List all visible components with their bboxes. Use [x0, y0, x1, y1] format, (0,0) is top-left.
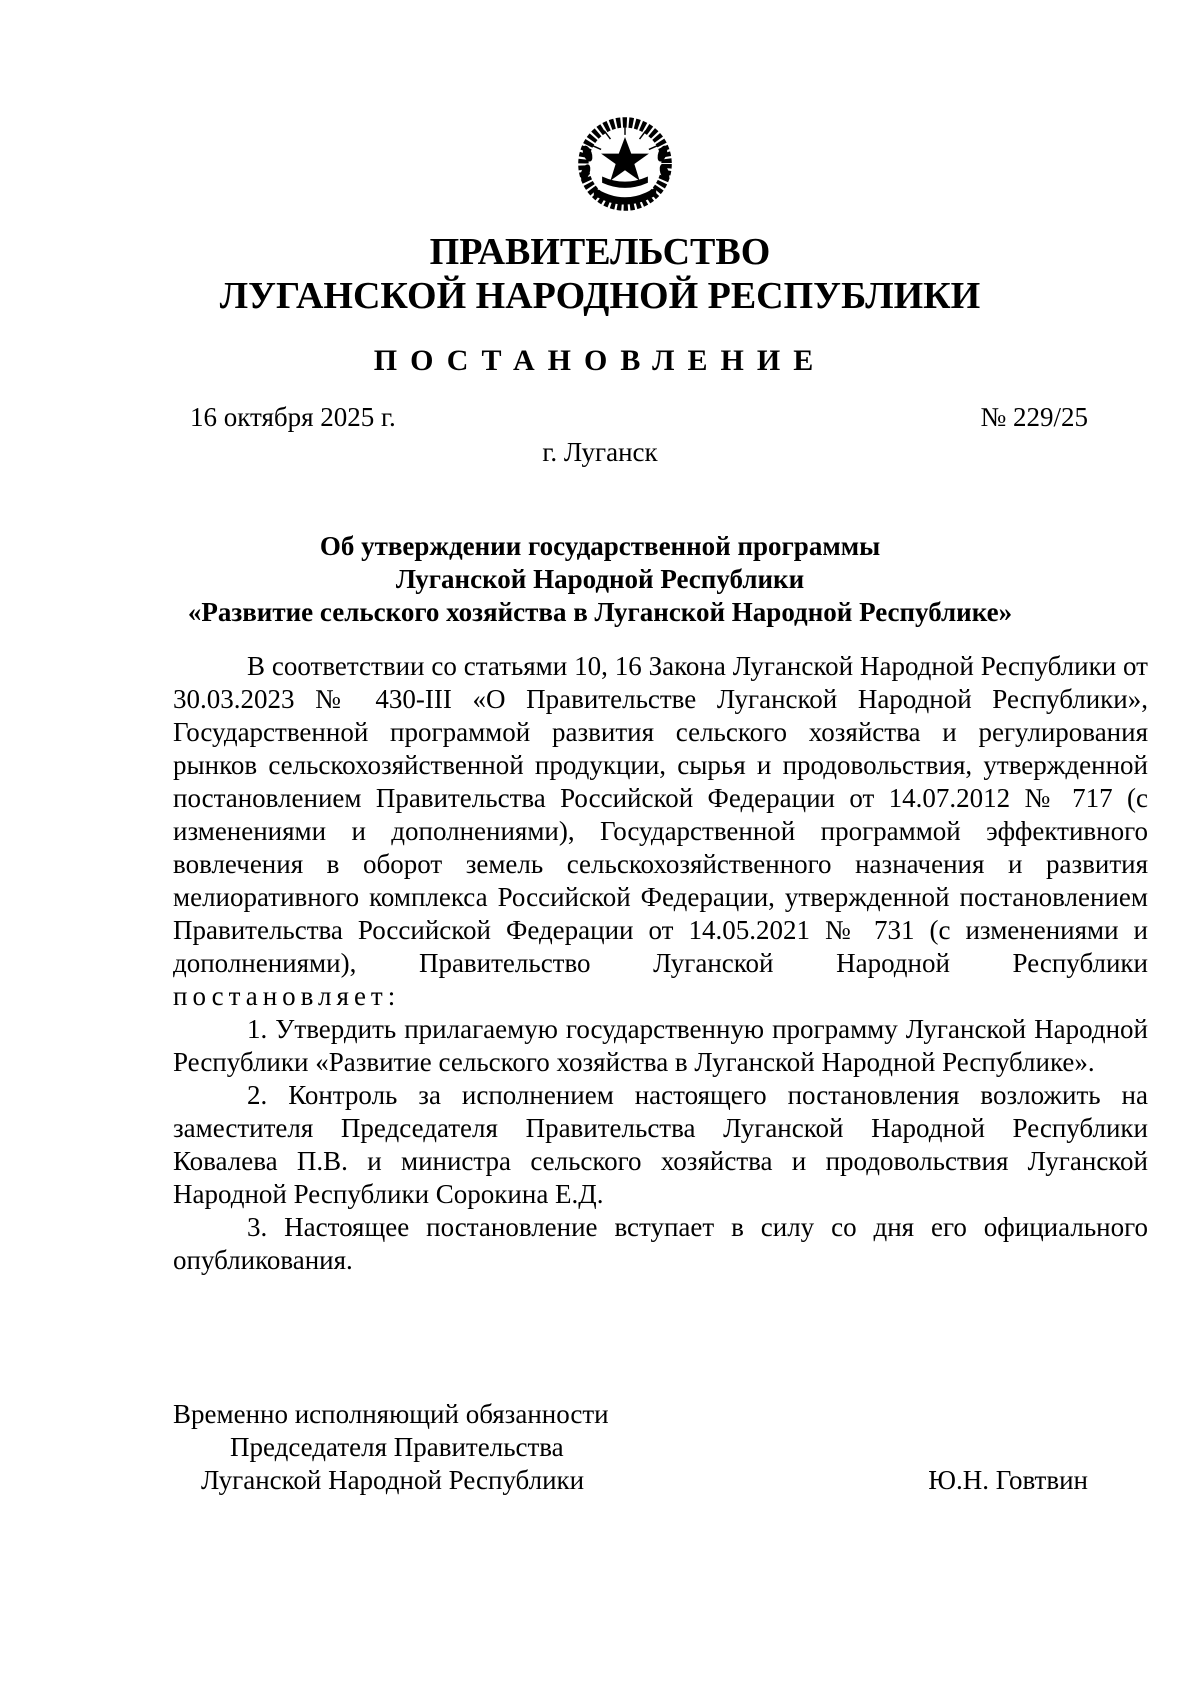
preamble-text: В соответствии со статьями 10, 16 Закона Луганской Народной Республики от 30.03.2023 № 430-III «О Правительстве Луганской Народной Республики», Государственной программой развития сельского хозяйства и регулирования рынков сельскохозяйственной продукции, сырья и продовольствия, утвержденной постановлением Правительства Российской Федерации от 14.07.2012 № 717 (с изменениями и дополнениями), Государственной программой эффективного вовлечения в оборот земель сельскохозяйственного назначения и развития мелиоративного комплекса Российской Федерации, утвержденной постановлением Правительства Российской Федерации от 14.05.2021 № 731 (с изменениями и дополнениями), Правительство Луганской Народной Республики [173, 651, 1148, 978]
org-name-line2: ЛУГАНСКОЙ НАРОДНОЙ РЕСПУБЛИКИ [219, 275, 981, 317]
document-type: ПОСТАНОВЛЕНИЕ [373, 344, 827, 377]
document-number: № 229/25 [980, 402, 1088, 432]
decree-word: постановляет: [173, 981, 401, 1011]
position-line3: Луганской Народной Республики [201, 1465, 585, 1495]
document-city: г. Луганск [542, 437, 658, 467]
item-2: 2. Контроль за исполнением настоящего постановления возложить на заместителя Председателя Правительства Луганской Народной Республики Ковалева П.В. и министра сельского хозяйства и продовольствия Луганской Народной Республики Сорокина Е.Д. [173, 1080, 1148, 1209]
signer-name: Ю.Н. Говтвин [928, 1465, 1088, 1495]
title-line2: Луганской Народной Республики [395, 564, 805, 594]
document-title [170, 530, 1030, 629]
preamble-paragraph [173, 650, 1148, 1013]
position-line2: Председателя Правительства [230, 1432, 564, 1462]
position-line1: Временно исполняющий обязанности [173, 1399, 609, 1429]
org-name-line1: ПРАВИТЕЛЬСТВО [429, 231, 771, 273]
signature-position [173, 1398, 609, 1497]
title-line3: «Развитие сельского хозяйства в Луганской Народной Республике» [187, 597, 1013, 627]
document-date: 16 октября 2025 г. [190, 402, 396, 432]
document-body [173, 650, 1148, 1277]
coat-of-arms-emblem [573, 112, 677, 216]
item-1: 1. Утвердить прилагаемую государственную программу Луганской Народной Республики «Развитие сельского хозяйства в Луганской Народной Республике». [173, 1014, 1148, 1077]
item-3: 3. Настоящее постановление вступает в силу со дня его официального опубликования. [173, 1212, 1148, 1275]
title-line1: Об утверждении государственной программы [319, 531, 881, 561]
